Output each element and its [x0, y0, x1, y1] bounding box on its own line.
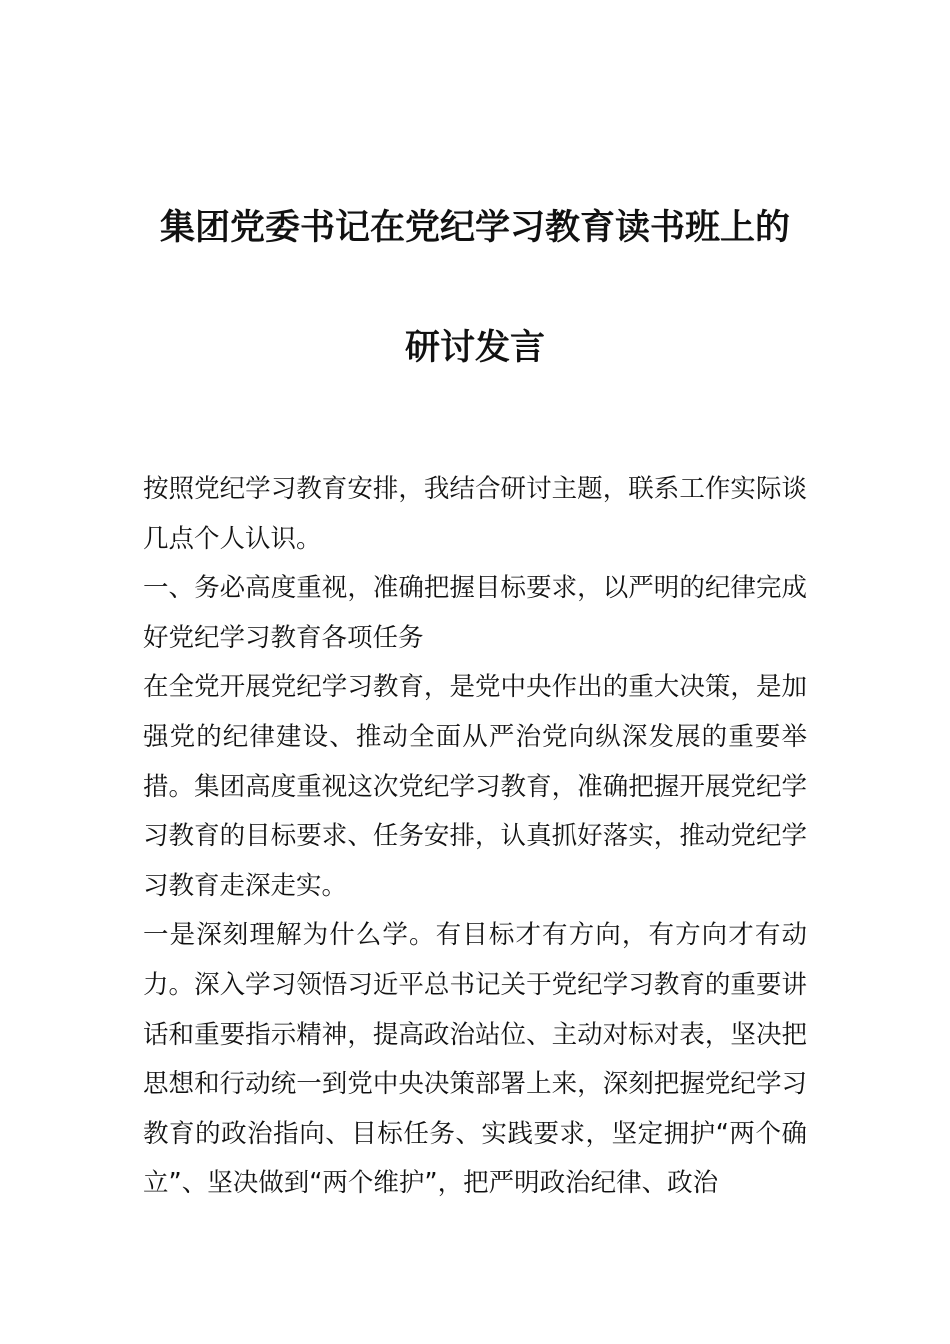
document-title-line1: 集团党委书记在党纪学习教育读书班上的 [159, 208, 790, 248]
document-title-line2: 研讨发言 [404, 328, 545, 368]
paragraph-intro: 按照党纪学习教育安排，我结合研讨主题，联系工作实际谈几点个人认识。 [143, 474, 807, 554]
section-heading-1: 一、务必高度重视，准确把握目标要求，以严明的纪律完成好党纪学习教育各项任务 [143, 573, 807, 653]
paragraph-section-1: 在全党开展党纪学习教育，是党中央作出的重大决策，是加强党的纪律建设、推动全面从严治党向纵深发展的重要举措。集团高度重视这次党纪学习教育，准确把握开展党纪学习教育的目标要求、任务安排，认真抓好落实，推动党纪学习教育走深走实。 [143, 672, 807, 901]
paragraph-point-1: 一是深刻理解为什么学。有目标才有方向，有方向才有动力。深入学习领悟习近平总书记关于党纪学习教育的重要讲话和重要指示精神，提高政治站位、主动对标对表，坚决把思想和行动统一到党中央决策部署上来，深刻把握党纪学习教育的政治指向、目标任务、实践要求，坚定拥护“两个确立”、坚决做到“两个维护”，把严明政治纪律、政治 [143, 920, 807, 1199]
document-body [143, 465, 807, 1209]
